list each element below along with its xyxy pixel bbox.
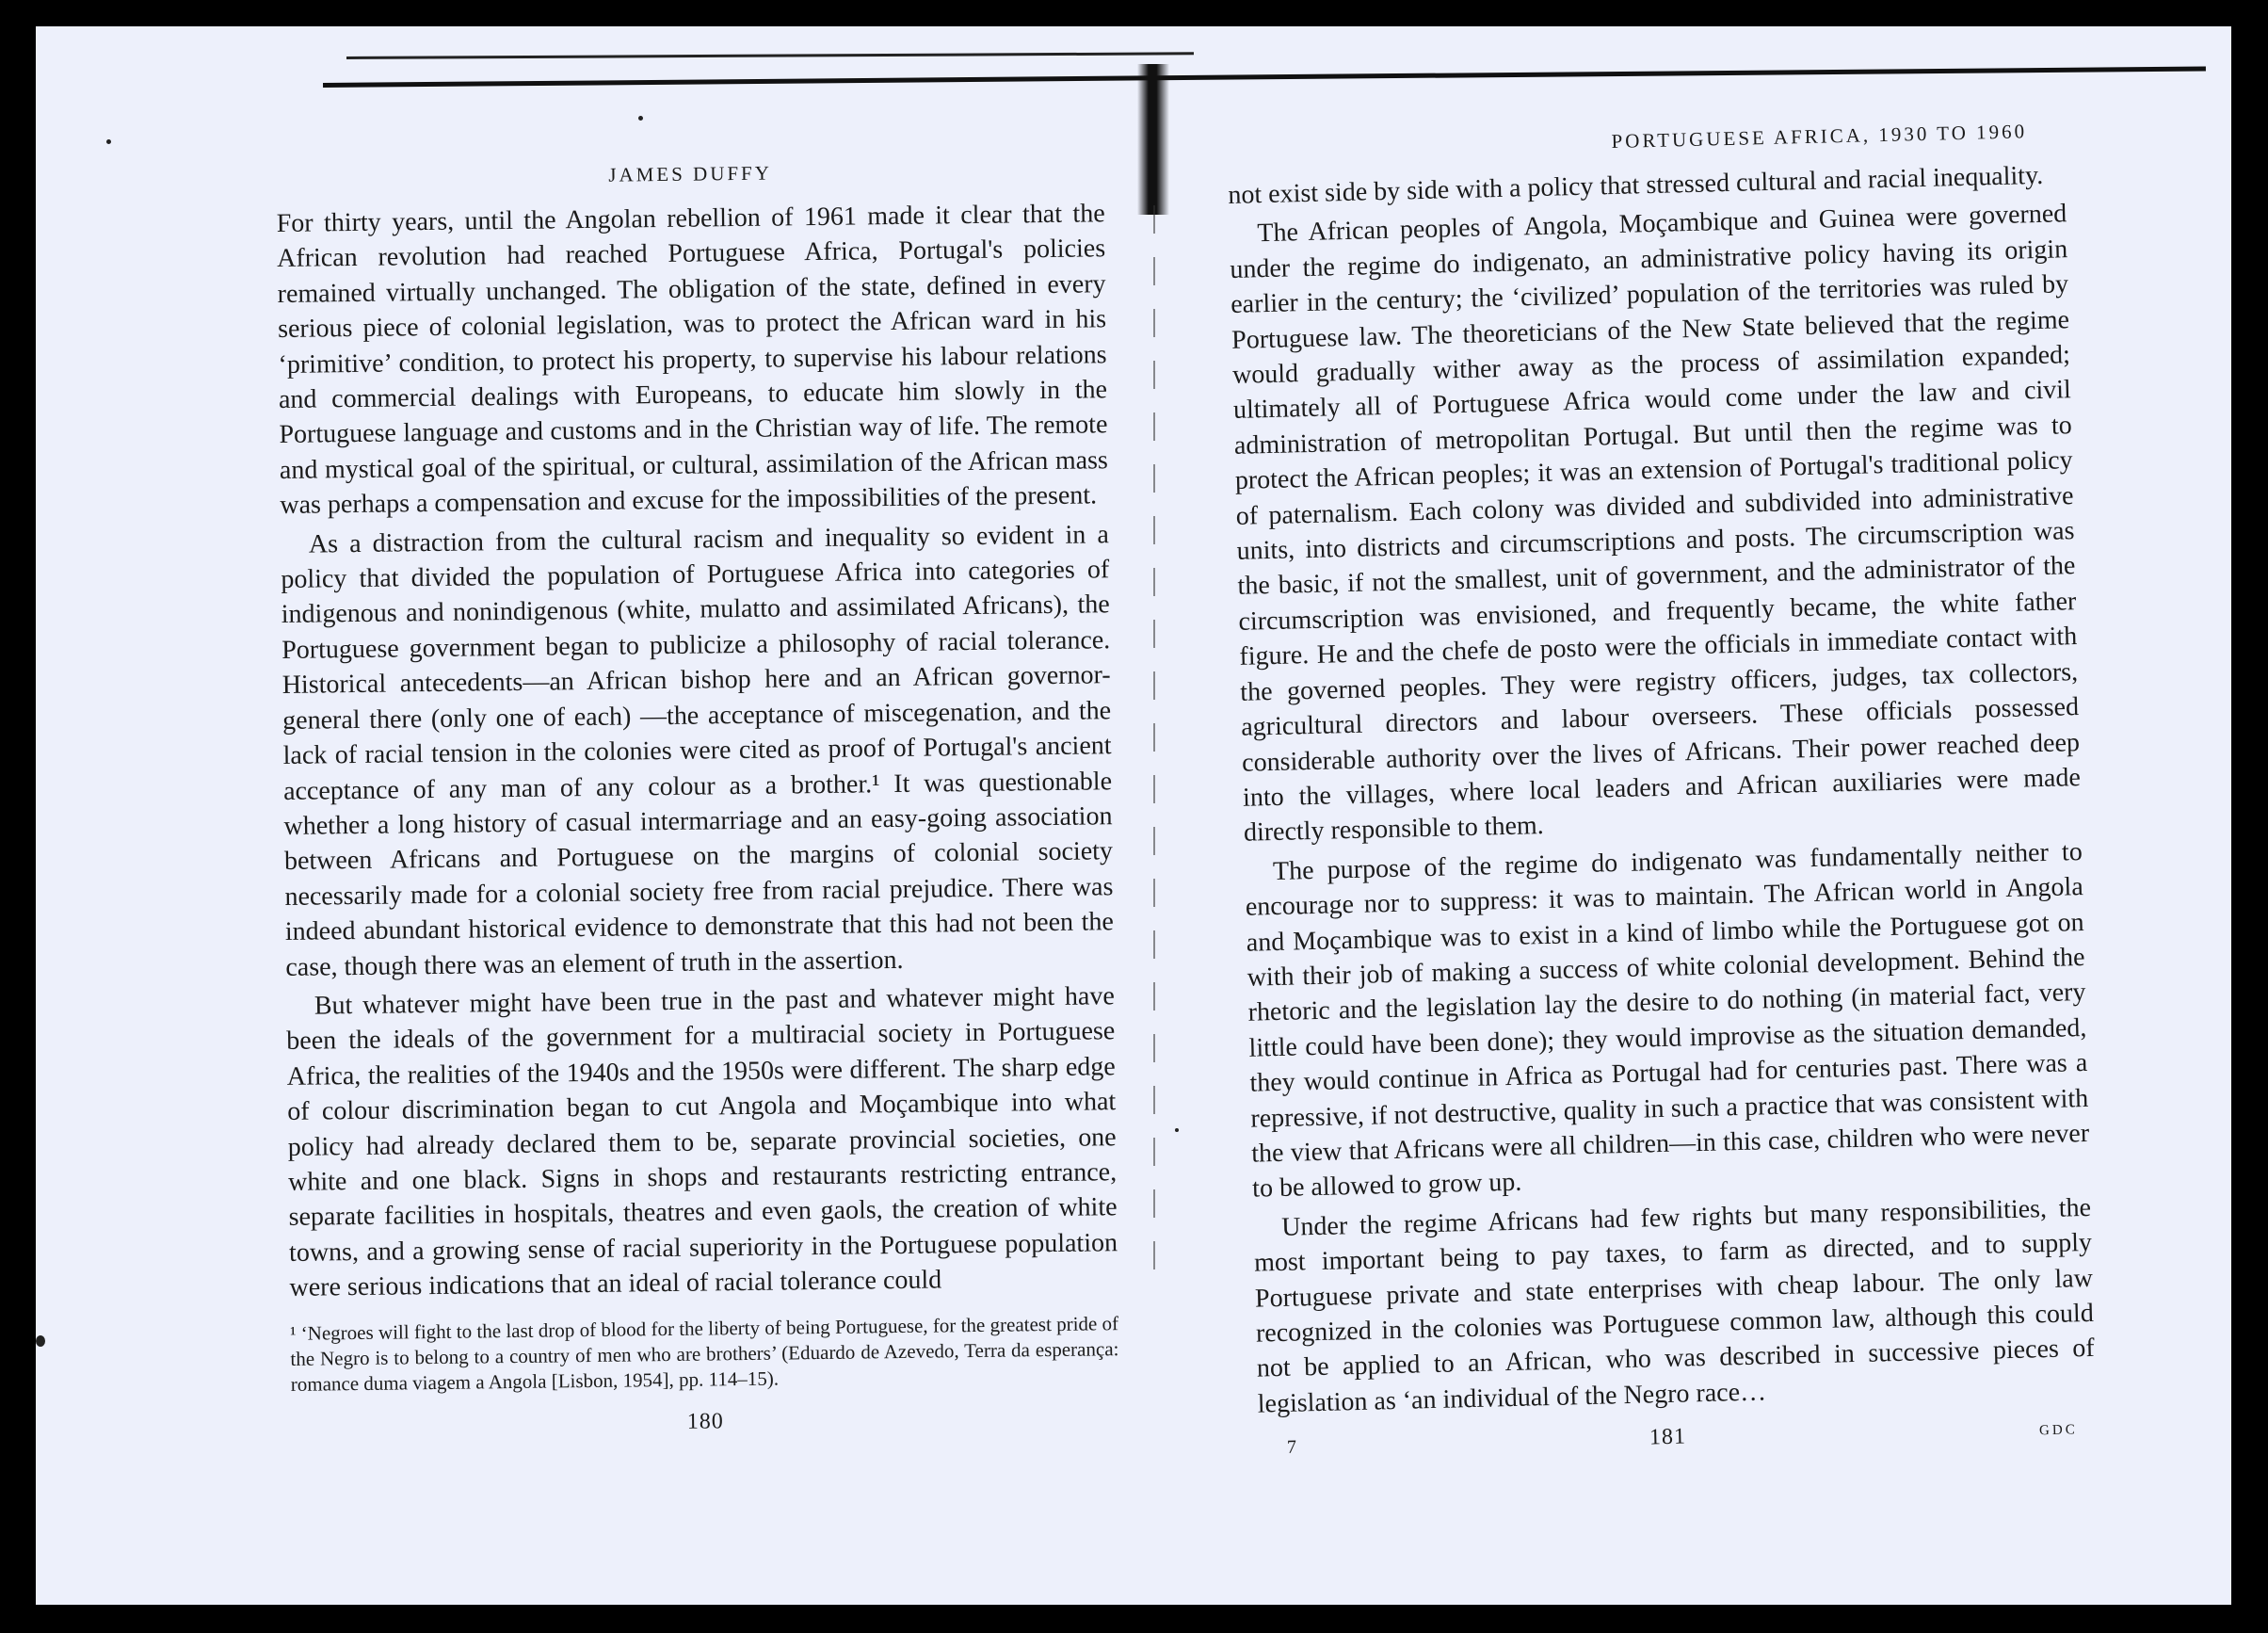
page-number-right: 181	[1649, 1424, 1687, 1450]
paragraph: not exist side by side with a policy that stressed cultural and racial inequality.	[1228, 160, 2044, 210]
dust-speck	[106, 139, 111, 144]
paragraph: For thirty years, until the Angolan rebellion of 1961 made it clear that the African revolution had reached Portuguese Africa, Portugal's policies remained virtually unchanged. The obligation of the state, defined in every serious piece of colonial legislation, was to protect the African ward in his ‘primitive’ condition, to protect his property, to supervise his labour relations and commercial dealings with Europeans, to educate him slowly in the Portuguese language and customs and in the Christian way of life. The remote and mystical goal of the spiritual, or cultural, assimilation of the African mass was perhaps a compensation and excuse for the impossibilities of the present.	[276, 199, 1109, 521]
running-head-right: PORTUGUESE AFRICA, 1930 TO 1960	[1611, 120, 2028, 154]
page-number-left: 180	[686, 1408, 724, 1434]
paragraph: The African peoples of Angola, Moçambique and Guinea were governed under the regime do indigenato, an administrative policy having its origin earlier in the century; the ‘civilized’ population of the territories was ruled by Portuguese law. The theoreticians of the New State believed that the regime would gradually wither away as the process of assimilation expanded; ultimately all of Portuguese Africa would come under the law and civil administration of metropolitan Portugal. But until then the regime was to protect the African peoples; it was an extension of Portugal's traditional policy of paternalism. Each colony was divided and subdivided into administrative units, into districts and circumscriptions and posts. The circumscription was the basic, if not the smallest, unit of government, and the administrator of the circumscription was envisioned, and frequently became, the white father figure. He and the chefe de posto were the officials in immediate contact with the governed peoples. They were registry officers, judges, tax collectors, agricultural directors and labour overseers. These officials possessed considerable authority over the lives of Africans. Their power reached deep into the villages, where local leaders and African auxiliaries were made directly responsible to them.	[1230, 199, 2082, 849]
left-page	[276, 157, 1119, 1439]
paragraph: As a distraction from the cultural racism and inequality so evident in a policy that divided the population of Portuguese Africa into categories of indigenous and nonindigenous (white, mulatto and assimilated Africans), the Portuguese government began to publicize a philosophy of racial tolerance. Historical antecedents—an African bishop here and an African governor-general there (only one of each) —the acceptance of miscegenation, and the lack of racial tension in the colonies were cited as proof of Portugal's ancient acceptance of any man of any colour as a brother.¹ It was questionable whether a long history of casual intermarriage and an easy-going association between Africans and Portuguese on the margins of colonial society necessarily made for a colonial society free from racial prejudice. There was indeed abundant historical evidence to demonstrate that this had not been the case, though there was an element of truth in the assertion.	[281, 519, 1115, 982]
dust-speck	[638, 116, 643, 121]
dust-speck	[36, 1335, 45, 1347]
book-gutter-shadow	[1137, 64, 1169, 215]
left-page-body	[277, 196, 1118, 1305]
scanned-page-spread	[36, 26, 2231, 1605]
header-rule	[323, 67, 2206, 88]
signature-number: 7	[1286, 1436, 1297, 1459]
book-gutter-line	[1153, 205, 1155, 1288]
running-head-left: JAMES DUFFY	[608, 161, 773, 186]
top-edge-rule	[346, 52, 1194, 59]
signature-code: GDC	[2038, 1422, 2078, 1439]
paragraph: Under the regime Africans had few rights but many responsibilities, the most important being to pay taxes, to farm as directed, and to supply Portuguese private and state enterprises with cheap labour. The only law recognized in the colonies was Portuguese common law, although this could not be applied to an African, who was described in successive pieces of legislation as ‘an individual of the Negro race…	[1253, 1192, 2096, 1419]
footnote: ¹ ‘Negroes will fight to the last drop of blood for the liberty of being Portuguese, for the greatest pride of the Negro is to belong to a country of men who are brothers’ (Eduardo de Azevedo, Terra da esperança: romance duma viagem a Angola [Lisbon, 1954], pp. 114–15).	[289, 1311, 1119, 1396]
paragraph: The purpose of the regime do indigenato was fundamentally neither to encourage nor to suppress: it was to maintain. The African world in Angola and Moçambique was to exist in a kind of limbo while the Portuguese got on with their job of making a success of white colonial development. Behind the rhetoric and the legislation lay the desire to do nothing (in material fact, very little could have been done); they would improvise as the situation demanded, they would continue in Africa as Portugal had for centuries past. There was a repressive, if not destructive, quality in such a practice that was consistent with the view that Africans were all children—in this case, children who were never to be allowed to grow up.	[1245, 836, 2090, 1205]
dust-speck	[1175, 1128, 1179, 1132]
page-footer-right	[1259, 1415, 2097, 1461]
right-page	[1227, 119, 2097, 1461]
paragraph: But whatever might have been true in the past and whatever might have been the ideals of the government for a multiracial society in Portuguese Africa, the realities of the 1940s and the 1950s were different. The sharp edge of colour discrimination began to cut Angola and Moçambique into what policy had already declared them to be, separate provincial societies, one white and one black. Signs in shops and restaurants restricting entrance, separate facilities in hospitals, theatres and even gaols, the creation of white towns, and a growing sense of racial superiority in the Portuguese population were serious indications that an ideal of racial tolerance could	[286, 981, 1118, 1303]
right-page-body	[1228, 157, 2096, 1422]
